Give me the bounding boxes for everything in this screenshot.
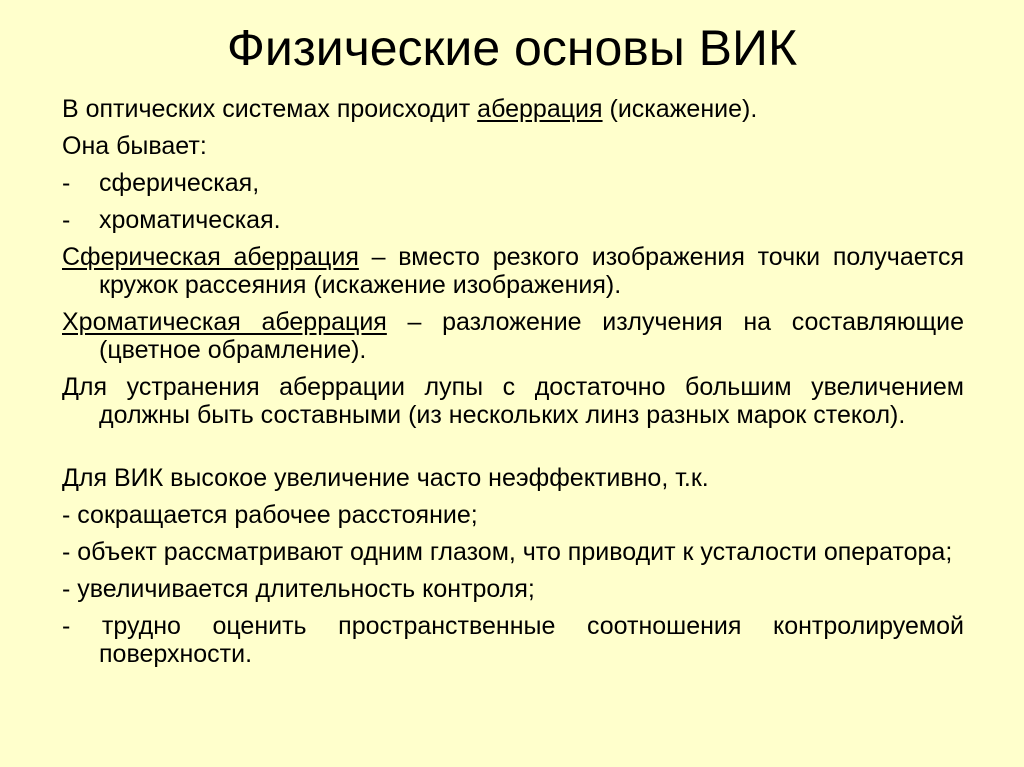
slide-body bbox=[62, 95, 964, 677]
reason-item: - объект рассматривают одним глазом, что приводит к усталости оператора; bbox=[62, 538, 953, 566]
spherical-text: – вместо резкого изображения точки получается кружок рассеяния (искажение изображения). bbox=[99, 243, 965, 299]
list-dash: - bbox=[62, 169, 71, 197]
reason-item: - трудно оценить пространственные соотношения контролируемой поверхности. bbox=[62, 612, 964, 668]
spherical-term: Сферическая аберрация bbox=[62, 243, 359, 271]
intro-post: (искажение). bbox=[602, 95, 758, 123]
intro-pre: В оптических системах происходит bbox=[62, 95, 478, 123]
intro-paragraph bbox=[62, 95, 964, 123]
reason-item: - увеличивается длительность контроля; bbox=[62, 575, 535, 603]
aberration-term: аберрация bbox=[477, 95, 603, 123]
spherical-paragraph bbox=[62, 243, 964, 299]
kinds-lead: Она бывает: bbox=[62, 132, 207, 160]
list-dash: - bbox=[62, 206, 71, 234]
list-item bbox=[62, 206, 964, 234]
chromatic-term: Хроматическая аберрация bbox=[62, 308, 387, 336]
list-item-text: хроматическая. bbox=[99, 206, 281, 234]
fix-paragraph: Для устранения аберрации лупы с достаточно большим увеличением должны быть составными (из нескольких линз разных марок стекол). bbox=[62, 373, 964, 429]
chromatic-text: – разложение излучения на составляющие (цветное обрамление). bbox=[99, 308, 965, 364]
section-gap bbox=[62, 438, 964, 464]
chromatic-paragraph bbox=[62, 308, 964, 364]
list-item bbox=[62, 169, 964, 197]
slide-title: Физические основы ВИК bbox=[226, 20, 798, 76]
vik-lead: Для ВИК высокое увеличение часто неэффективно, т.к. bbox=[62, 464, 709, 492]
reason-item: - сокращается рабочее расстояние; bbox=[62, 501, 478, 529]
list-item-text: сферическая, bbox=[99, 169, 260, 197]
